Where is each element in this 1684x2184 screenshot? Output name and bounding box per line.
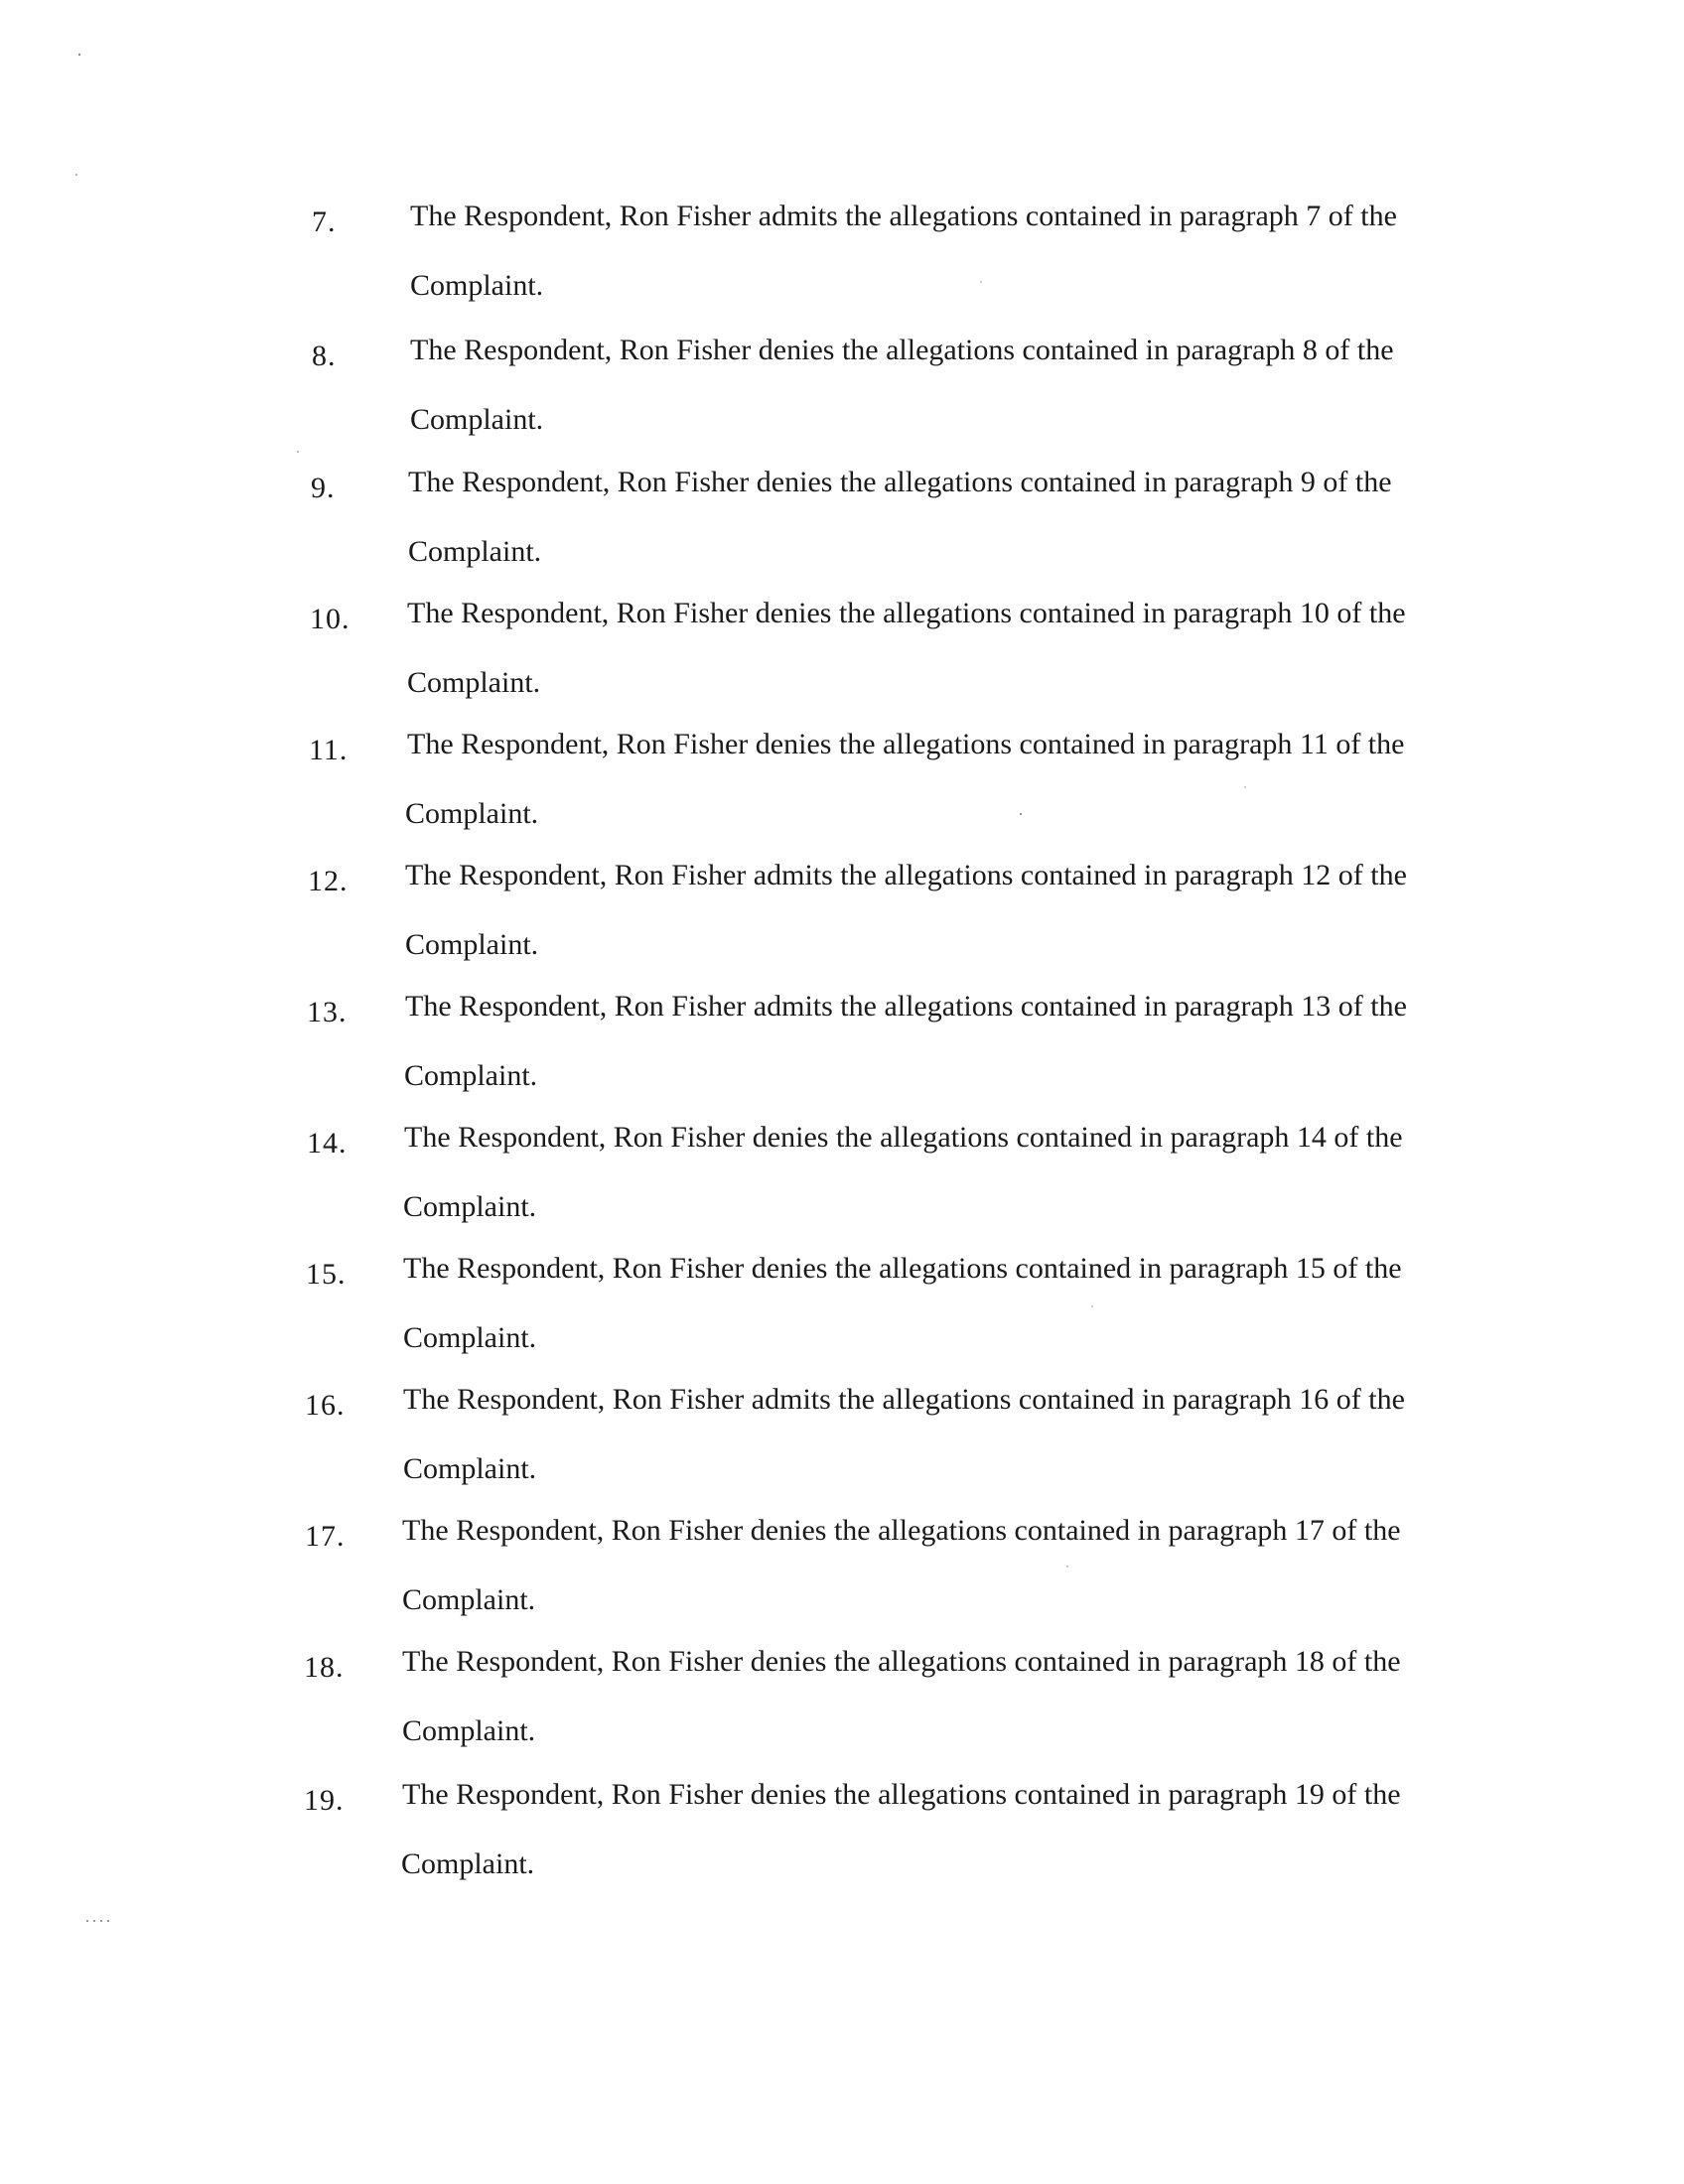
paragraph-text: The Respondent, Ron Fisher admits the allegations contained in paragraph 12 of the — [405, 859, 1407, 891]
paragraph-text: The Respondent, Ron Fisher denies the allegations contained in paragraph 8 of the — [410, 334, 1394, 366]
paragraph-number: 18. — [304, 1651, 345, 1684]
paragraph-continuation: Complaint. — [402, 1583, 536, 1616]
numbered-paragraph — [0, 859, 1684, 1003]
numbered-paragraph — [0, 1121, 1684, 1265]
paragraph-text: The Respondent, Ron Fisher denies the allegations contained in paragraph 11 of the — [407, 728, 1405, 760]
paragraph-number: 11. — [309, 734, 349, 766]
paragraph-text: The Respondent, Ron Fisher admits the allegations contained in paragraph 16 of the — [403, 1383, 1405, 1416]
paragraph-continuation: Complaint. — [410, 269, 544, 302]
paragraph-continuation: Complaint. — [402, 1714, 536, 1747]
numbered-paragraph — [0, 334, 1684, 478]
paragraph-text: The Respondent, Ron Fisher denies the allegations contained in paragraph 9 of the — [408, 466, 1392, 498]
paragraph-number: 10. — [310, 603, 351, 635]
paragraph-text: The Respondent, Ron Fisher denies the allegations contained in paragraph 18 of the — [402, 1645, 1401, 1678]
paragraph-number: 19. — [304, 1784, 345, 1817]
paragraph-number: 16. — [305, 1389, 346, 1422]
paragraph-text: The Respondent, Ron Fisher denies the allegations contained in paragraph 14 of the — [404, 1121, 1403, 1154]
paragraph-continuation: Complaint. — [403, 1452, 537, 1485]
numbered-paragraph — [0, 466, 1684, 610]
paragraph-continuation: Complaint. — [405, 797, 539, 830]
paragraph-text: The Respondent, Ron Fisher admits the allegations contained in paragraph 13 of the — [405, 990, 1407, 1023]
numbered-paragraph — [0, 1778, 1684, 1922]
numbered-paragraph — [0, 1645, 1684, 1789]
paragraph-text: The Respondent, Ron Fisher denies the allegations contained in paragraph 10 of the — [407, 597, 1406, 629]
numbered-paragraph — [0, 597, 1684, 741]
numbered-paragraph — [0, 200, 1684, 343]
paragraph-continuation: Complaint. — [410, 403, 544, 436]
paragraph-continuation: Complaint. — [401, 1847, 535, 1880]
paragraph-continuation: Complaint. — [408, 535, 542, 568]
paragraph-continuation: Complaint. — [403, 1321, 537, 1354]
paragraph-continuation: Complaint. — [405, 928, 539, 961]
paragraph-number: 8. — [312, 340, 337, 372]
paragraph-continuation: Complaint. — [403, 1190, 537, 1223]
numbered-paragraph — [0, 1514, 1684, 1658]
numbered-paragraph — [0, 1252, 1684, 1396]
paragraph-number: 15. — [306, 1258, 347, 1291]
numbered-paragraph — [0, 1383, 1684, 1527]
paragraph-text: The Respondent, Ron Fisher denies the allegations contained in paragraph 15 of the — [403, 1252, 1402, 1285]
paragraph-number: 12. — [308, 865, 349, 897]
paragraph-continuation: Complaint. — [407, 666, 541, 699]
numbered-paragraph — [0, 990, 1684, 1134]
paragraph-continuation: Complaint. — [404, 1059, 538, 1092]
paragraph-text: The Respondent, Ron Fisher denies the allegations contained in paragraph 17 of the — [402, 1514, 1401, 1547]
paragraph-text: The Respondent, Ron Fisher admits the allegations contained in paragraph 7 of the — [410, 200, 1397, 232]
numbered-paragraph — [0, 728, 1684, 872]
paragraph-number: 17. — [305, 1520, 346, 1553]
paragraph-number: 14. — [307, 1127, 348, 1160]
paragraph-number: 7. — [312, 205, 337, 238]
paragraph-number: 9. — [311, 472, 336, 504]
paragraph-number: 13. — [307, 996, 348, 1028]
paragraph-text: The Respondent, Ron Fisher denies the allegations contained in paragraph 19 of the — [402, 1778, 1401, 1811]
